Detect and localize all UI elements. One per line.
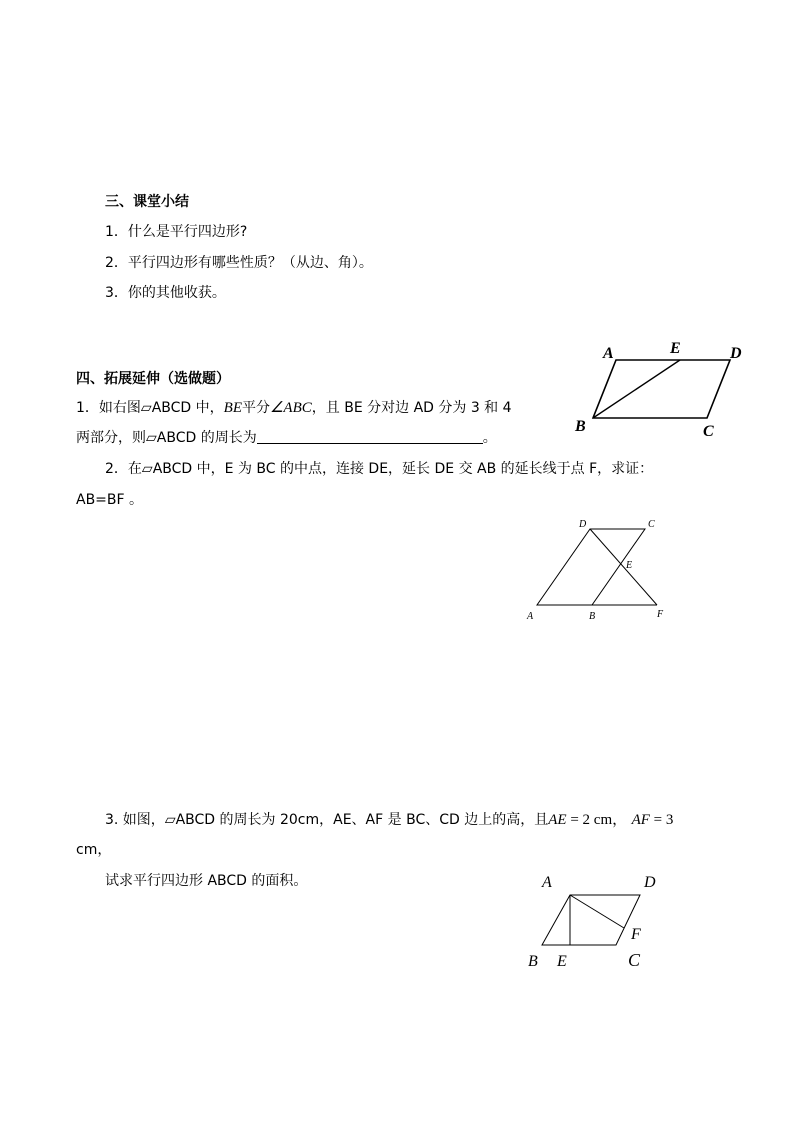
problem-3-text-a: 3. 如图， bbox=[105, 812, 165, 828]
parallelogram-symbol: ▱ bbox=[146, 430, 157, 446]
problem-1-text-d: ，且 BE 分对边 AD 分为 3 和 4 bbox=[311, 400, 512, 416]
problem-2-line-2: AB=BF 。 bbox=[76, 492, 144, 508]
problem-3-line-3: 试求平行四边形 ABCD 的面积。 bbox=[105, 873, 308, 889]
problem-3-cm1: cm， bbox=[590, 812, 628, 828]
fig3-label-b: B bbox=[528, 953, 538, 970]
parallelogram-symbol: ▱ bbox=[164, 812, 176, 828]
fig2-label-d: D bbox=[579, 519, 587, 530]
summary-question-2: 2．平行四边形有哪些性质？（从边、角）。 bbox=[105, 255, 373, 271]
problem-1-text-c: 平分 bbox=[241, 400, 270, 416]
problem-3-eq2: = 3 bbox=[649, 812, 674, 828]
problem-2-text-b: ABCD 中，E 为 BC 的中点，连接 DE，延长 DE 交 AB 的延长线于点 F，求证： bbox=[152, 461, 654, 477]
summary-heading: 三、课堂小结 bbox=[105, 194, 189, 210]
fig1-label-e: E bbox=[670, 340, 681, 357]
problem-1-line2-a: 两部分，则 bbox=[76, 430, 146, 446]
problem-1-line2-b: ABCD 的周长为 bbox=[156, 430, 257, 446]
fig2-label-c: C bbox=[648, 519, 655, 530]
problem-1-text-a: 1．如右图 bbox=[76, 400, 141, 416]
fig2-label-e: E bbox=[626, 560, 633, 571]
problem-3-line-2: cm， bbox=[76, 842, 112, 858]
problem-1-text-b: ABCD 中， bbox=[151, 400, 224, 416]
fig1-label-d: D bbox=[730, 345, 742, 362]
problem-3-ae: AE bbox=[548, 812, 567, 828]
extension-heading: 四、拓展延伸（选做题） bbox=[76, 371, 230, 387]
problem-3-text-b: ABCD 的周长为 20cm，AE、AF 是 BC、CD 边上的高，且 bbox=[175, 812, 549, 828]
fig2-label-b: B bbox=[589, 611, 596, 622]
fig2-label-f: F bbox=[657, 609, 664, 620]
summary-question-1: 1．什么是平行四边形? bbox=[105, 224, 248, 240]
parallelogram-symbol: ▱ bbox=[141, 461, 153, 477]
fig2-label-a: A bbox=[527, 611, 534, 622]
fig3-label-c: C bbox=[628, 950, 641, 970]
fig3-label-a: A bbox=[542, 874, 552, 891]
problem-1-angle: ∠ABC bbox=[269, 400, 312, 416]
parallelogram-symbol: ▱ bbox=[140, 400, 152, 416]
fig3-label-e: E bbox=[557, 953, 567, 970]
problem-1-be: BE bbox=[223, 400, 242, 416]
summary-question-3: 3．你的其他收获。 bbox=[105, 285, 226, 301]
problem-3-af: AF bbox=[631, 812, 650, 828]
fig3-label-d: D bbox=[644, 874, 656, 891]
fig1-label-b: B bbox=[575, 418, 586, 435]
problem-1-line2-c: 。 bbox=[482, 430, 497, 446]
problem-3-eq1: = 2 bbox=[566, 812, 591, 828]
fig1-label-c: C bbox=[703, 423, 714, 440]
fig3-label-f: F bbox=[631, 926, 641, 943]
fig3-height-af bbox=[570, 895, 624, 928]
problem-2-text-a: 2．在 bbox=[105, 461, 142, 477]
fig1-label-a: A bbox=[603, 345, 614, 362]
fig3-parallelogram-abcd bbox=[542, 895, 640, 945]
